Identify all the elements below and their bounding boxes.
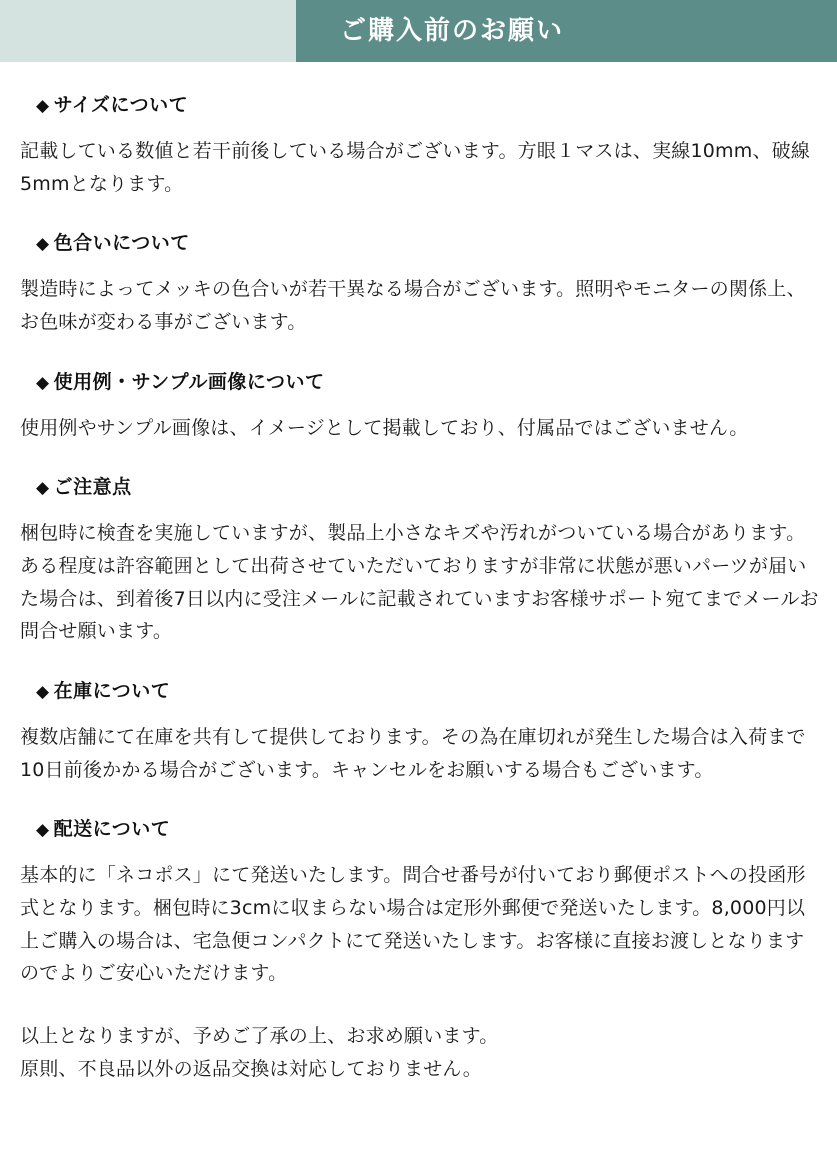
section-paragraph: 梱包時に検査を実施していますが、製品上小さなキズや汚れがついている場合があります。ある程度は許容範囲として出荷させていただいておりますが非常に状態が悪いパーツが届いた場合は、到着後7日以内に受注メールに記載されていますお客様サポート宛てまでメールお問合せ願います。 <box>20 522 819 643</box>
closing-line-1: 以上となりますが、予めご了承の上、お求め願います。 <box>20 1025 499 1048</box>
section-heading-label: 配送について <box>53 818 171 841</box>
section-paragraph: 製造時によってメッキの色合いが若干異なる場合がございます。照明やモニターの関係上、お色味が変わる事がございます。 <box>20 278 806 334</box>
diamond-bullet-icon: ◆ <box>36 820 50 841</box>
closing-note <box>20 1020 819 1085</box>
page-header <box>0 0 837 62</box>
section-body <box>20 721 819 786</box>
section-stock <box>18 676 819 786</box>
section-heading-label: 色合いについて <box>53 232 190 255</box>
section-shipping <box>18 814 819 990</box>
closing-line-2: 原則、不良品以外の返品交換は対応しておりません。 <box>20 1057 482 1080</box>
section-body <box>20 859 819 990</box>
diamond-bullet-icon: ◆ <box>36 372 50 393</box>
diamond-bullet-icon: ◆ <box>36 96 50 116</box>
section-paragraph: 複数店舗にて在庫を共有して提供しております。その為在庫切れが発生した場合は入荷まで10日前後かかる場合がございます。キャンセルをお願いする場合もございます。 <box>20 726 806 781</box>
section-heading-label: サイズについて <box>53 94 189 116</box>
section-heading <box>36 472 819 499</box>
section-body <box>20 412 819 445</box>
section-heading <box>36 814 819 841</box>
section-heading <box>36 228 819 255</box>
section-size <box>18 90 819 200</box>
section-body <box>20 135 819 200</box>
section-heading-label: 使用例・サンプル画像について <box>53 370 325 393</box>
section-sample-image <box>18 367 819 445</box>
page-title: ご購入前のお願い <box>340 16 565 46</box>
section-heading-label: 在庫について <box>53 680 171 703</box>
section-heading <box>36 676 819 703</box>
section-paragraph: 記載している数値と若干前後している場合がございます。方眼１マスは、実線10mm、破線5mmとなります。 <box>20 140 811 195</box>
section-heading <box>36 367 819 394</box>
section-heading-label: ご注意点 <box>53 476 132 499</box>
section-body <box>20 517 819 648</box>
header-right-accent-block <box>296 0 837 62</box>
section-heading <box>36 90 819 117</box>
section-cautions <box>18 472 819 648</box>
diamond-bullet-icon: ◆ <box>36 478 50 499</box>
notice-content <box>0 90 837 1085</box>
section-paragraph: 使用例やサンプル画像は、イメージとして掲載しており、付属品ではございません。 <box>20 416 749 439</box>
header-left-accent-block <box>0 0 296 62</box>
diamond-bullet-icon: ◆ <box>36 234 50 255</box>
section-body <box>20 273 819 338</box>
section-color <box>18 228 819 338</box>
section-paragraph: 基本的に「ネコポス」にて発送いたします。問合せ番号が付いており郵便ポストへの投函形式となります。梱包時に3cmに収まらない場合は定形外郵便で発送いたします。8,000円以上ご購入の場合は、宅急便コンパクトにて発送いたします。お客様に直接お渡しとなりますのでよりご安心いただけます。 <box>20 864 806 985</box>
diamond-bullet-icon: ◆ <box>36 682 50 703</box>
